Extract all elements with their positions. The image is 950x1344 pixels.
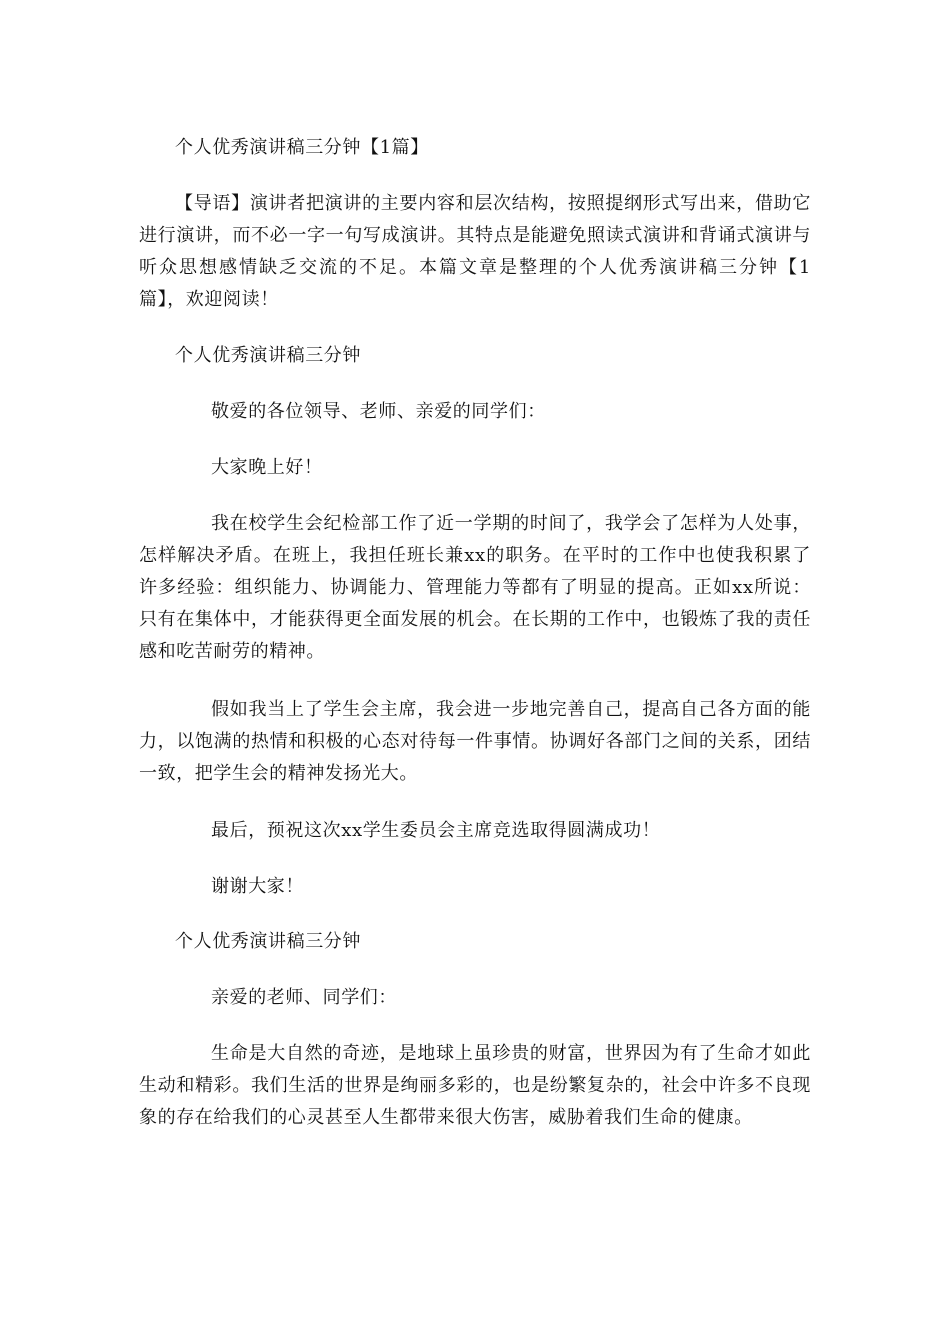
closing-wish: 最后，预祝这次xx学生委员会主席竞选取得圆满成功！ bbox=[211, 820, 661, 841]
speech-paragraph-1: 我在校学生会纪检部工作了近一学期的时间了，我学会了怎样为人处事，怎样解决矛盾。在班上，我担任班长兼xx的职务。在平时的工作中也使我积累了许多经验：组织能力、协调能力、管理能力等都有了明显的提高。正如xx所说：只有在集体中，才能获得更全面发展的机会。在长期的工作中，也锻炼了我的责任感和吃苦耐劳的精神。 bbox=[139, 513, 811, 662]
speech-paragraph-3: 生命是大自然的奇迹，是地球上虽珍贵的财富，世界因为有了生命才如此生动和精彩。我们生活的世界是绚丽多彩的，也是纷繁复杂的，社会中许多不良现象的存在给我们的心灵甚至人生都带来很大伤害，威胁着我们生命的健康。 bbox=[139, 1043, 811, 1128]
section-heading-1: 个人优秀演讲稿三分钟 bbox=[175, 345, 361, 366]
section-heading-2: 个人优秀演讲稿三分钟 bbox=[175, 931, 361, 952]
salutation-2: 亲爱的老师、同学们： bbox=[211, 987, 397, 1008]
opening-greeting: 大家晚上好！ bbox=[211, 457, 323, 478]
speech-paragraph-2: 假如我当上了学生会主席，我会进一步地完善自己，提高自己各方面的能力，以饱满的热情和积极的心态对待每一件事情。协调好各部门之间的关系，团结一致，把学生会的精神发扬光大。 bbox=[139, 699, 811, 784]
intro-paragraph: 【导语】演讲者把演讲的主要内容和层次结构，按照提纲形式写出来，借助它进行演讲，而不必一字一句写成演讲。其特点是能避免照读式演讲和背诵式演讲与听众思想感情缺乏交流的不足。本篇文章是整理的个人优秀演讲稿三分钟【1篇】，欢迎阅读！ bbox=[139, 193, 811, 310]
thanks-line: 谢谢大家！ bbox=[211, 876, 304, 897]
salutation-1: 敬爱的各位领导、老师、亲爱的同学们： bbox=[211, 401, 546, 422]
document-title: 个人优秀演讲稿三分钟【1篇】 bbox=[175, 137, 429, 158]
